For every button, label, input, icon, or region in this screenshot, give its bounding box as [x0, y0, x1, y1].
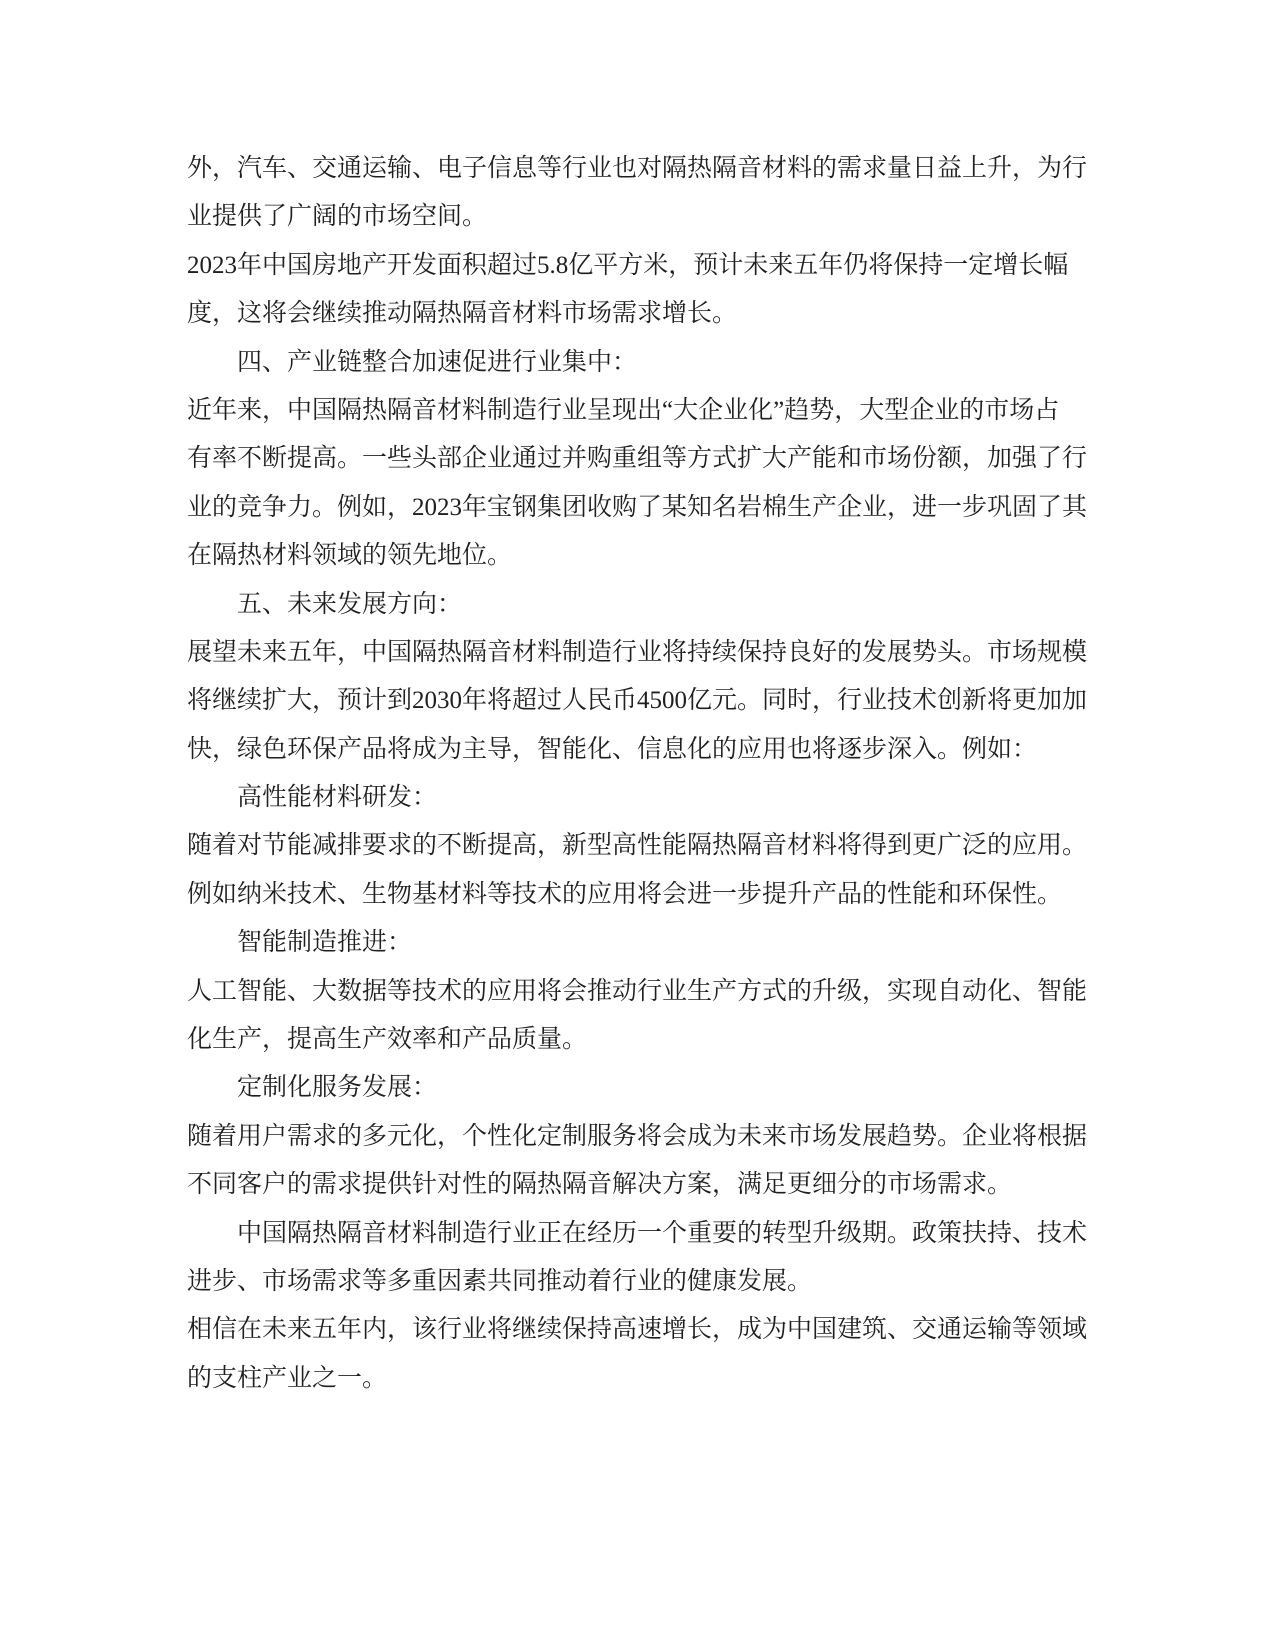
- text-line: 高性能材料研发：: [237, 784, 438, 812]
- text-line: 随着用户需求的多元化，个性化定制服务将会成为未来市场发展趋势。企业将根据: [187, 1122, 1088, 1150]
- text-line: 例如纳米技术、生物基材料等技术的应用将会进一步提升产品的性能和环保性。: [187, 880, 1063, 908]
- text-line: 快，绿色环保产品将成为主导，智能化、信息化的应用也将逐步深入。例如：: [187, 735, 1038, 763]
- text-line: 在隔热材料领域的领先地位。: [187, 542, 513, 570]
- text-line: 不同客户的需求提供针对性的隔热隔音解决方案，满足更细分的市场需求。: [187, 1171, 1013, 1199]
- text-line: 随着对节能减排要求的不断提高，新型高性能隔热隔音材料将得到更广泛的应用。: [187, 832, 1088, 860]
- text-line: 相信在未来五年内，该行业将继续保持高速增长，成为中国建筑、交通运输等领域: [187, 1316, 1088, 1344]
- document-body: [187, 145, 1097, 1403]
- text-line: 近年来，中国隔热隔音材料制造行业呈现出“大企业化”趋势，大型企业的市场占: [187, 396, 1060, 424]
- text-line: 四、产业链整合加速促进行业集中：: [237, 348, 638, 376]
- text-line: 2023年中国房地产开发面积超过5.8亿平方米，预计未来五年仍将保持一定增长幅: [187, 251, 1069, 279]
- text-line: 中国隔热隔音材料制造行业正在经历一个重要的转型升级期。政策扶持、技术: [237, 1219, 1088, 1247]
- text-line: 人工智能、大数据等技术的应用将会推动行业生产方式的升级，实现自动化、智能: [187, 977, 1088, 1005]
- text-line: 有率不断提高。一些头部企业通过并购重组等方式扩大产能和市场份额，加强了行: [187, 445, 1088, 473]
- text-line: 的支柱产业之一。: [187, 1364, 388, 1392]
- text-line: 五、未来发展方向：: [237, 590, 463, 618]
- text-line: 进步、市场需求等多重因素共同推动着行业的健康发展。: [187, 1267, 813, 1295]
- text-line: 智能制造推进：: [237, 929, 413, 957]
- text-line: 展望未来五年，中国隔热隔音材料制造行业将持续保持良好的发展势头。市场规模: [187, 638, 1088, 666]
- text-line: 度，这将会继续推动隔热隔音材料市场需求增长。: [187, 300, 738, 328]
- text-line: 业的竞争力。例如，2023年宝钢集团收购了某知名岩棉生产企业，进一步巩固了其: [187, 493, 1088, 521]
- text-line: 外，汽车、交通运输、电子信息等行业也对隔热隔音材料的需求量日益上升，为行: [187, 155, 1088, 182]
- text-line: 定制化服务发展：: [237, 1074, 438, 1102]
- text-line: 化生产，提高生产效率和产品质量。: [187, 1026, 588, 1054]
- text-line: 将继续扩大，预计到2030年将超过人民币4500亿元。同时，行业技术创新将更加加: [187, 687, 1088, 715]
- text-line: 业提供了广阔的市场空间。: [187, 203, 488, 231]
